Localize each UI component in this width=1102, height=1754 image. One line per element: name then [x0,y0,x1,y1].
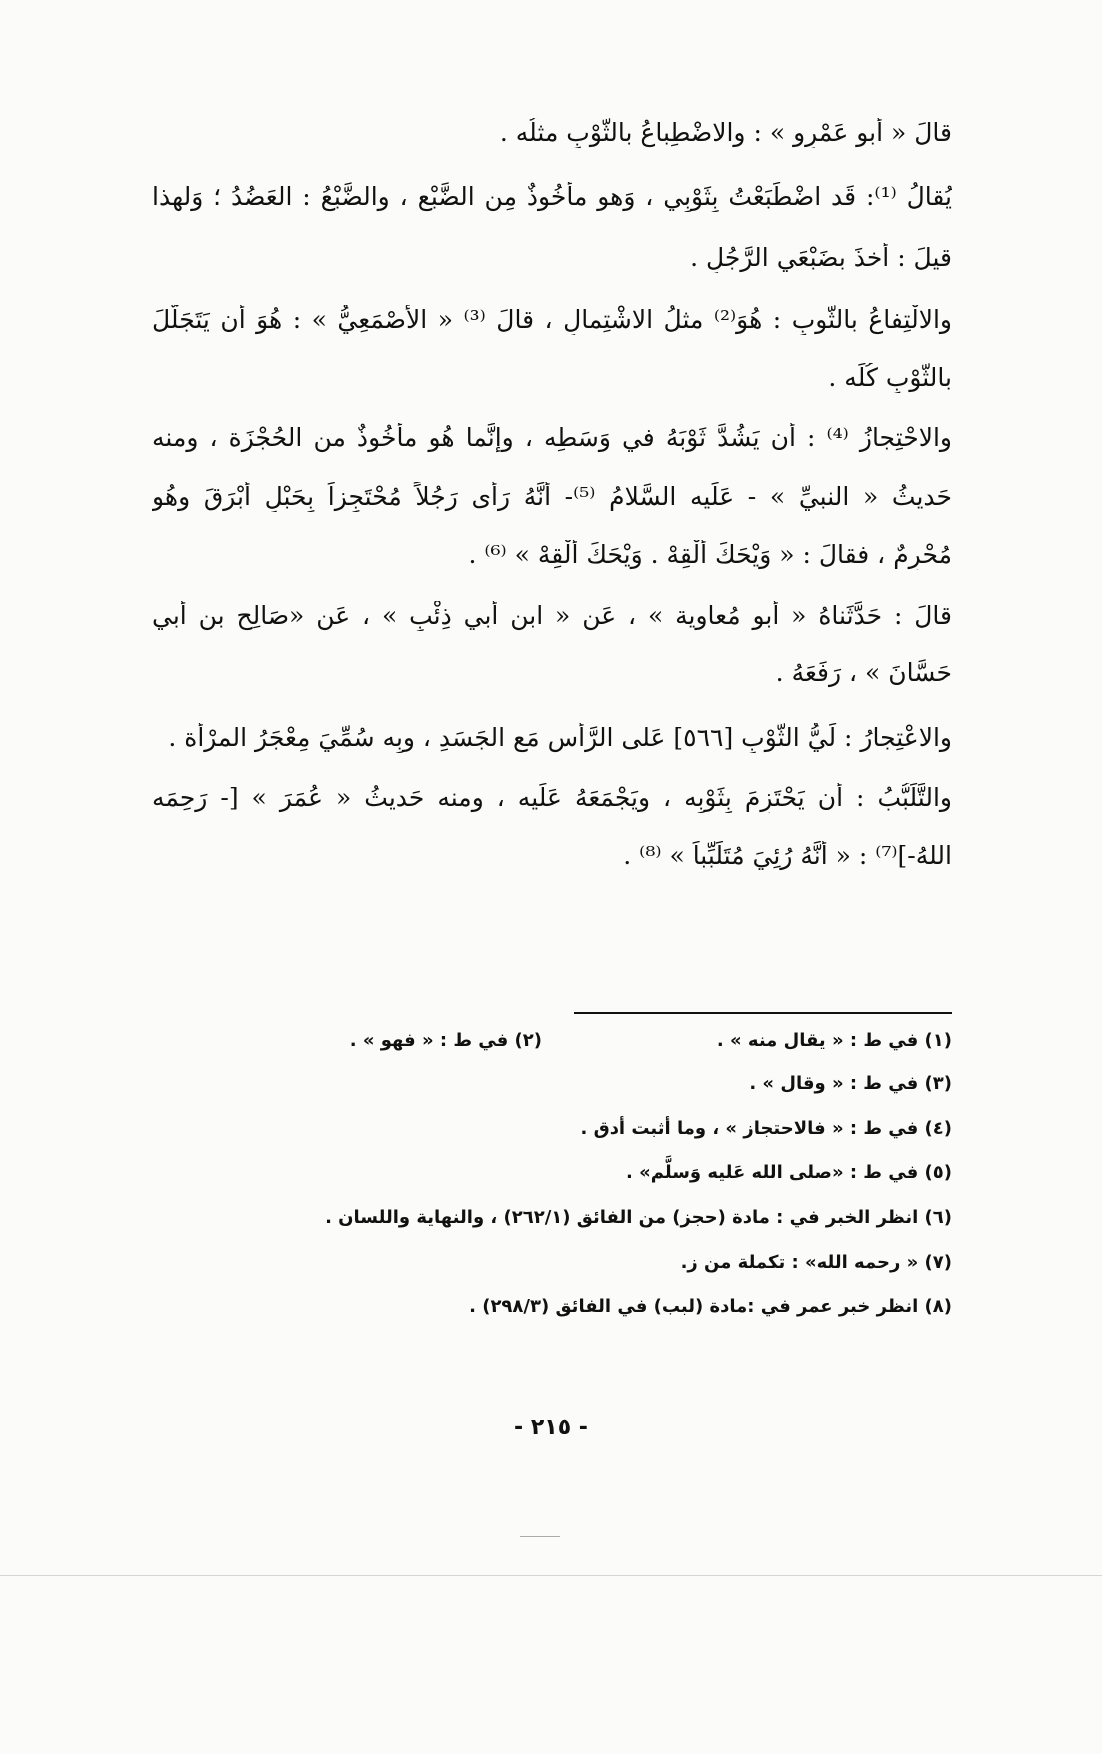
page-number: - ٢١٥ - [514,1415,588,1440]
text-line: والاعْتِجارُ : لَيُّ الثَّوْبِ [٥٦٦] عَلى الرَّأسِ مَع الجَسَدِ ، وبِه سُمِّيَ مِعْجَرُ المرْأة . [168,723,952,752]
text-line: والتَّلَبُّبُ : أن يَحْتَزِمَ بِثَوْبِه ، ويَجْمَعَهُ عَلَيه ، ومنه حَديثُ « عُمَرَ » [- رَحِمَه [152,783,952,812]
text-line: يُقالُ ⁽¹⁾: قَد اضْطَبَعْتُ بِثَوْبِي ، وَهو مأخُوذٌ مِن الضَّبْعِ ، والضَّبْعُ : العَضُدُ ؛ وَلهذا [152,182,952,211]
footnote-separator [574,1012,952,1014]
footnote: (١) في ط : « يقال منه » . [716,1030,952,1051]
text-line: والالْتِفاعُ بالثَّوبِ : هُوَ⁽²⁾ مثلُ الاشْتِمالِ ، قالَ ⁽³⁾ « الأَصْمَعِيُّ » : هُوَ أن يَتَجَلَّلَ [152,305,952,334]
text-line: حَسَّانَ » ، رَفَعَهُ . [775,658,952,687]
text-line: حَديثُ « النبيِّ » - عَلَيه السَّلامُ ⁽⁵⁾- أنَّهُ رَأى رَجُلاً مُحْتَجِزاً بِحَبْلٍ أبْرَقَ وهُو [152,482,952,511]
text-line: اللهُ-]⁽⁷⁾ : « أنَّهُ رُئِيَ مُتَلَبِّباً » ⁽⁸⁾ . [623,841,952,870]
text-line: مُحْرِمٌ ، فقالَ : « وَيْحَكَ أَلْقِهْ . وَيْحَكَ أَلْقِهْ » ⁽⁶⁾ . [468,540,952,569]
footnote: (٤) في ط : « فالاحتجاز » ، وما أثبت أدق . [580,1118,952,1139]
footnote: (٦) انظر الخبر في : مادة (حجز) من الفائق (٢٦٢/١) ، والنهاية واللسان . [325,1207,952,1228]
text-line: والاحْتِجازُ ⁽⁴⁾ : أن يَشُدَّ ثَوْبَهُ في وَسَطِه ، وإنَّما هُو مأخُوذٌ من الحُجْزَة ، ومنه [152,423,952,452]
text-line: قيلَ : أخذَ بضَبْعَي الرَّجُلِ . [690,243,952,272]
scan-artifact [520,1536,560,1537]
footnote: (٧) « رحمه الله» : تكملة من ز. [680,1252,952,1273]
footnote: (٥) في ط : «صلى الله عَليه وَسلَّم» . [626,1162,952,1183]
footnote: (٢) في ط : « فهو » . [349,1030,542,1051]
text-line: قالَ « أبو عَمْرٍو » : والاضْطِباعُ بالثَّوْبِ مثلُه . [499,118,952,147]
footnote: (٨) انظر خبر عمر في :مادة (لبب) في الفائق (٢٩٨/٣) . [469,1296,952,1317]
text-line: بالثَّوْبِ كُلِّه . [828,363,952,392]
text-line: قالَ : حَدَّثَناهُ « أبو مُعاوية » ، عَن « ابنِ أبي ذِئْبٍ » ، عَن «صَالِح بن أبي [152,601,952,630]
footnote: (٣) في ط : « وقال » . [749,1073,952,1094]
scan-artifact [0,1575,1102,1576]
